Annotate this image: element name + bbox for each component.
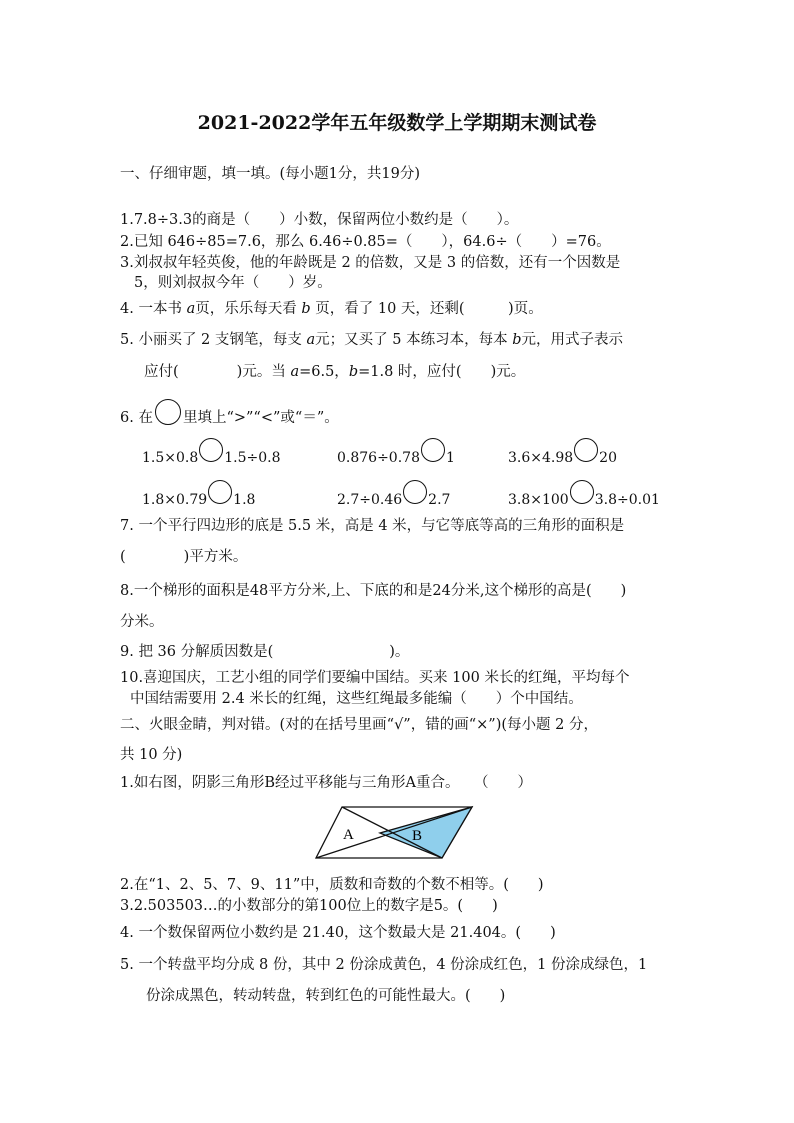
variable: a	[306, 332, 316, 348]
text: 5. 小丽买了 2 支钢笔，每支	[120, 332, 307, 348]
compare-right: 3.8÷0.01	[594, 492, 660, 508]
text: 6. 在	[120, 409, 153, 426]
text: 元，用式子表示	[521, 332, 624, 348]
text: =6.5，	[299, 364, 349, 380]
answer-circle[interactable]	[574, 438, 598, 462]
compare-item	[142, 488, 255, 512]
variable: a	[186, 301, 196, 317]
compare-right: 20	[599, 450, 617, 466]
compare-item	[508, 488, 660, 512]
text: =1.8 时，应付( )元。	[358, 364, 526, 380]
compare-left: 1.5×0.8	[142, 450, 199, 466]
triangle-a-label: A	[343, 827, 354, 843]
question-2-4: 4. 一个数保留两位小数约是 21.40，这个数最大是 21.404。( )	[120, 925, 556, 941]
question-1-1: 1.7.8÷3.3的商是（ ）小数，保留两位小数约是（ ）。	[120, 212, 519, 228]
compare-right: 1.5÷0.8	[224, 450, 281, 466]
text: 元；又买了 5 本练习本，每本	[315, 332, 513, 348]
section2-heading-line1: 二、火眼金睛，判对错。(对的在括号里画“√”，错的画“×”)(每小题 2 分，	[120, 717, 598, 733]
compare-right: 1	[445, 450, 455, 466]
question-1-9: 9. 把 36 分解质因数是( )。	[120, 644, 410, 660]
question-2-3: 3.2.503503…的小数部分的第100位上的数字是5。( )	[120, 898, 498, 914]
question-2-5-line1: 5. 一个转盘平均分成 8 份，其中 2 份涂成黄色，4 份涂成红色，1 份涂成绿色，1	[120, 957, 648, 973]
compare-item	[508, 446, 617, 470]
question-1-7-line1: 7. 一个平行四边形的底是 5.5 米，高是 4 米，与它等底等高的三角形的面积是	[120, 518, 625, 534]
text: 页，乐乐每天看	[195, 301, 302, 317]
answer-circle[interactable]	[570, 480, 594, 504]
compare-right: 2.7	[428, 492, 451, 508]
variable: b	[301, 301, 311, 317]
question-1-3-line1: 3.刘叔叔年轻英俊，他的年龄既是 2 的倍数，又是 3 的倍数，还有一个因数是	[120, 255, 621, 271]
question-2-5-line2: 份涂成黑色，转动转盘，转到红色的可能性最大。( )	[146, 988, 506, 1004]
compare-item	[337, 488, 450, 512]
variable: a	[290, 364, 300, 380]
variable: b	[512, 332, 522, 348]
question-1-5-line2	[144, 365, 525, 380]
compare-item	[337, 446, 455, 470]
page-title: 2021-2022学年五年级数学上学期期末测试卷	[197, 112, 597, 134]
question-1-10-line2: 中国结需要用 2.4 米长的红绳，这些红绳最多能编（ ）个中国结。	[130, 691, 583, 707]
compare-left: 0.876÷0.78	[337, 450, 420, 466]
question-1-8-line1: 8.一个梯形的面积是48平方分米,上、下底的和是24分米,这个梯形的高是( )	[120, 583, 627, 599]
question-1-4	[120, 302, 543, 317]
compare-item	[142, 446, 281, 470]
text: 4. 一本书	[120, 301, 187, 317]
circle-icon	[155, 399, 181, 425]
answer-circle[interactable]	[199, 438, 223, 462]
answer-circle[interactable]	[421, 438, 445, 462]
question-1-5-line1	[120, 333, 623, 348]
parallelogram-figure	[312, 803, 474, 861]
compare-left: 3.8×100	[508, 492, 569, 508]
compare-left: 1.8×0.79	[142, 492, 208, 508]
text: 页，看了 10 天，还剩( )页。	[310, 301, 543, 317]
question-1-6	[120, 405, 339, 431]
compare-left: 3.6×4.98	[508, 450, 574, 466]
question-1-8-line2: 分米。	[120, 614, 164, 630]
section1-heading: 一、仔细审题，填一填。(每小题1分，共19分)	[120, 166, 420, 182]
variable: b	[348, 364, 359, 380]
answer-circle[interactable]	[208, 480, 232, 504]
answer-circle[interactable]	[403, 480, 427, 504]
triangle-b-label: B	[412, 828, 423, 844]
text: 里填上“>”“<”或“＝”。	[182, 409, 339, 426]
text: 应付( )元。当	[144, 364, 291, 380]
section2-heading-line2: 共 10 分)	[120, 747, 183, 763]
question-1-7-line2: ( )平方米。	[120, 549, 248, 565]
question-1-10-line1: 10.喜迎国庆，工艺小组的同学们要编中国结。买来 100 米长的红绳，平均每个	[120, 670, 630, 686]
question-1-3-line2: 5，则刘叔叔今年（ ）岁。	[134, 275, 332, 291]
compare-left: 2.7÷0.46	[337, 492, 403, 508]
question-2-2: 2.在“1、2、5、7、9、11”中，质数和奇数的个数不相等。( )	[120, 877, 544, 893]
compare-right: 1.8	[233, 492, 256, 508]
question-1-2: 2.已知 646÷85=7.6，那么 6.46÷0.85=（ ），64.6÷（ ）=76。	[120, 234, 611, 250]
question-2-1: 1.如右图，阴影三角形B经过平移能与三角形A重合。 （ ）	[120, 775, 532, 791]
